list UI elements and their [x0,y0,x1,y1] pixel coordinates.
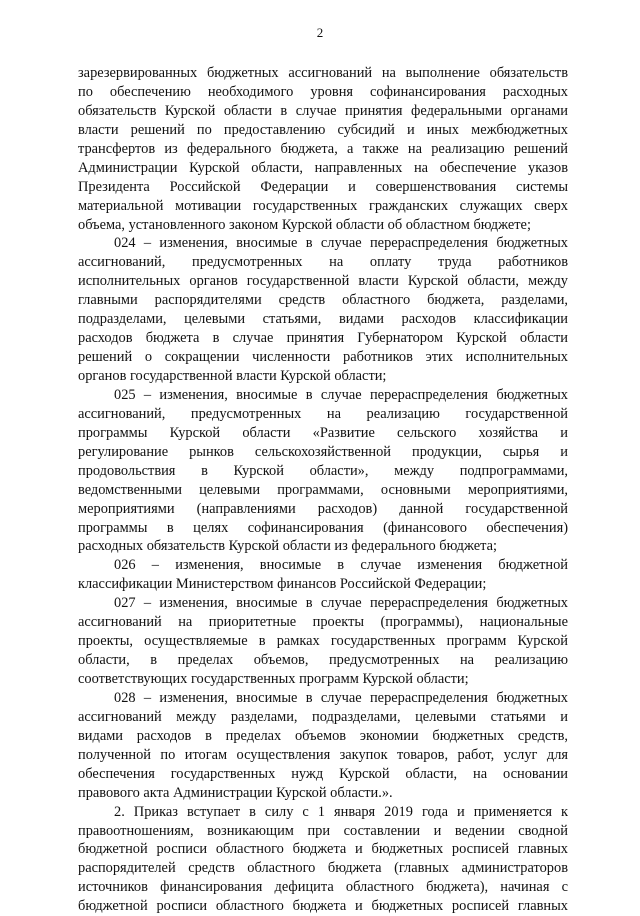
text-line: ассигнований между разделами, подразделами, целевыми статьями и [78,708,568,725]
text-line: 027 – изменения, вносимые в случае перераспределения бюджетных [114,595,568,612]
text-line: 024 – изменения, вносимые в случае перераспределения бюджетных [114,235,568,252]
text-line: ассигнований, предусмотренных на реализацию государственной [78,405,568,422]
text-line: расходов бюджета в случае принятия Губернатором Курской области [78,330,568,347]
text-line: бюджетной росписи областного бюджета и бюджетных росписей главных [78,841,568,858]
text-line: 025 – изменения, вносимые в случае перераспределения бюджетных [114,386,568,403]
text-line: обязательств Курской области в случае принятия федеральными органами [78,102,568,119]
text-line: программы Курской области «Развитие сельского хозяйства и [78,424,568,441]
text-line: источников финансирования дефицита областного бюджета), начиная с [78,879,568,896]
text-line: материальной мотивации государственных гражданских служащих сверх [78,197,568,214]
document-body [78,64,568,916]
page-number: 2 [316,25,324,40]
text-line: регулирование рынков сельскохозяйственной продукции, сырья и [78,443,568,460]
text-line: правового акта Администрации Курской области.». [78,784,393,801]
text-line: по обеспечению необходимого уровня софинансирования расходных [78,83,568,100]
text-line: видами расходов в пределах объемов экономии бюджетных средств, [78,727,568,744]
text-line: 2. Приказ вступает в силу с 1 января 2019 года и применяется к [114,803,568,820]
text-line: зарезервированных бюджетных ассигнований на выполнение обязательств [78,65,568,81]
text-line: ведомственными целевыми программами, основными мероприятиями, [78,481,568,498]
text-line: правоотношениям, возникающим при составлении и ведении сводной [78,822,568,839]
text-line: власти решений по предоставлению субсидий и иных межбюджетных [78,121,568,138]
text-line: продовольствия в Курской области», между подпрограммами, [78,462,568,479]
text-line: 026 – изменения, вносимые в случае изменения бюджетной [114,557,568,574]
text-line: главными распорядителями средств областного бюджета, разделами, [78,292,568,309]
text-line: классификации Министерством финансов Российской Федерации; [78,576,487,593]
text-line: органов государственной власти Курской области; [78,368,387,384]
text-line: ассигнований на приоритетные проекты (программы), национальные [78,614,568,631]
text-line: объема, установленного законом Курской области об областном бюджете; [78,216,531,233]
text-line: решений о сокращении численности работников этих исполнительных [78,349,568,366]
text-line: Президента Российской Федерации и совершенствования системы [78,178,568,195]
text-line: мероприятиями (направлениями расходов) данной государственной [78,500,568,517]
text-line: полученной по итогам осуществления закупок товаров, работ, услуг для [78,746,568,763]
text-line: бюджетной росписи областного бюджета и бюджетных росписей главных [78,898,568,915]
text-line: расходных обязательств Курской области из федерального бюджета; [78,538,497,555]
text-line: программы в целях софинансирования (финансового обеспечения) [78,519,568,536]
text-line: распорядителей средств областного бюджета (главных администраторов [78,860,568,877]
text-line: трансфертов из федерального бюджета, а также на реализацию решений [78,140,568,157]
text-line: соответствующих государственных программ Курской области; [78,671,469,687]
text-line: 028 – изменения, вносимые в случае перераспределения бюджетных [114,689,568,706]
text-line: подразделами, целевыми статьями, видами расходов классификации [78,311,568,328]
text-line: проекты, осуществляемые в рамках государственных программ Курской [78,633,568,650]
text-line: области, в пределах объемов, предусмотренных на реализацию [78,652,568,669]
text-line: обеспечения государственных нужд Курской области, на основании [78,765,568,782]
text-line: исполнительных органов государственной власти Курской области, между [78,273,568,290]
text-line: ассигнований, предусмотренных на оплату труда работников [78,254,568,271]
text-line: Администрации Курской области, направленных на обеспечение указов [78,159,568,176]
